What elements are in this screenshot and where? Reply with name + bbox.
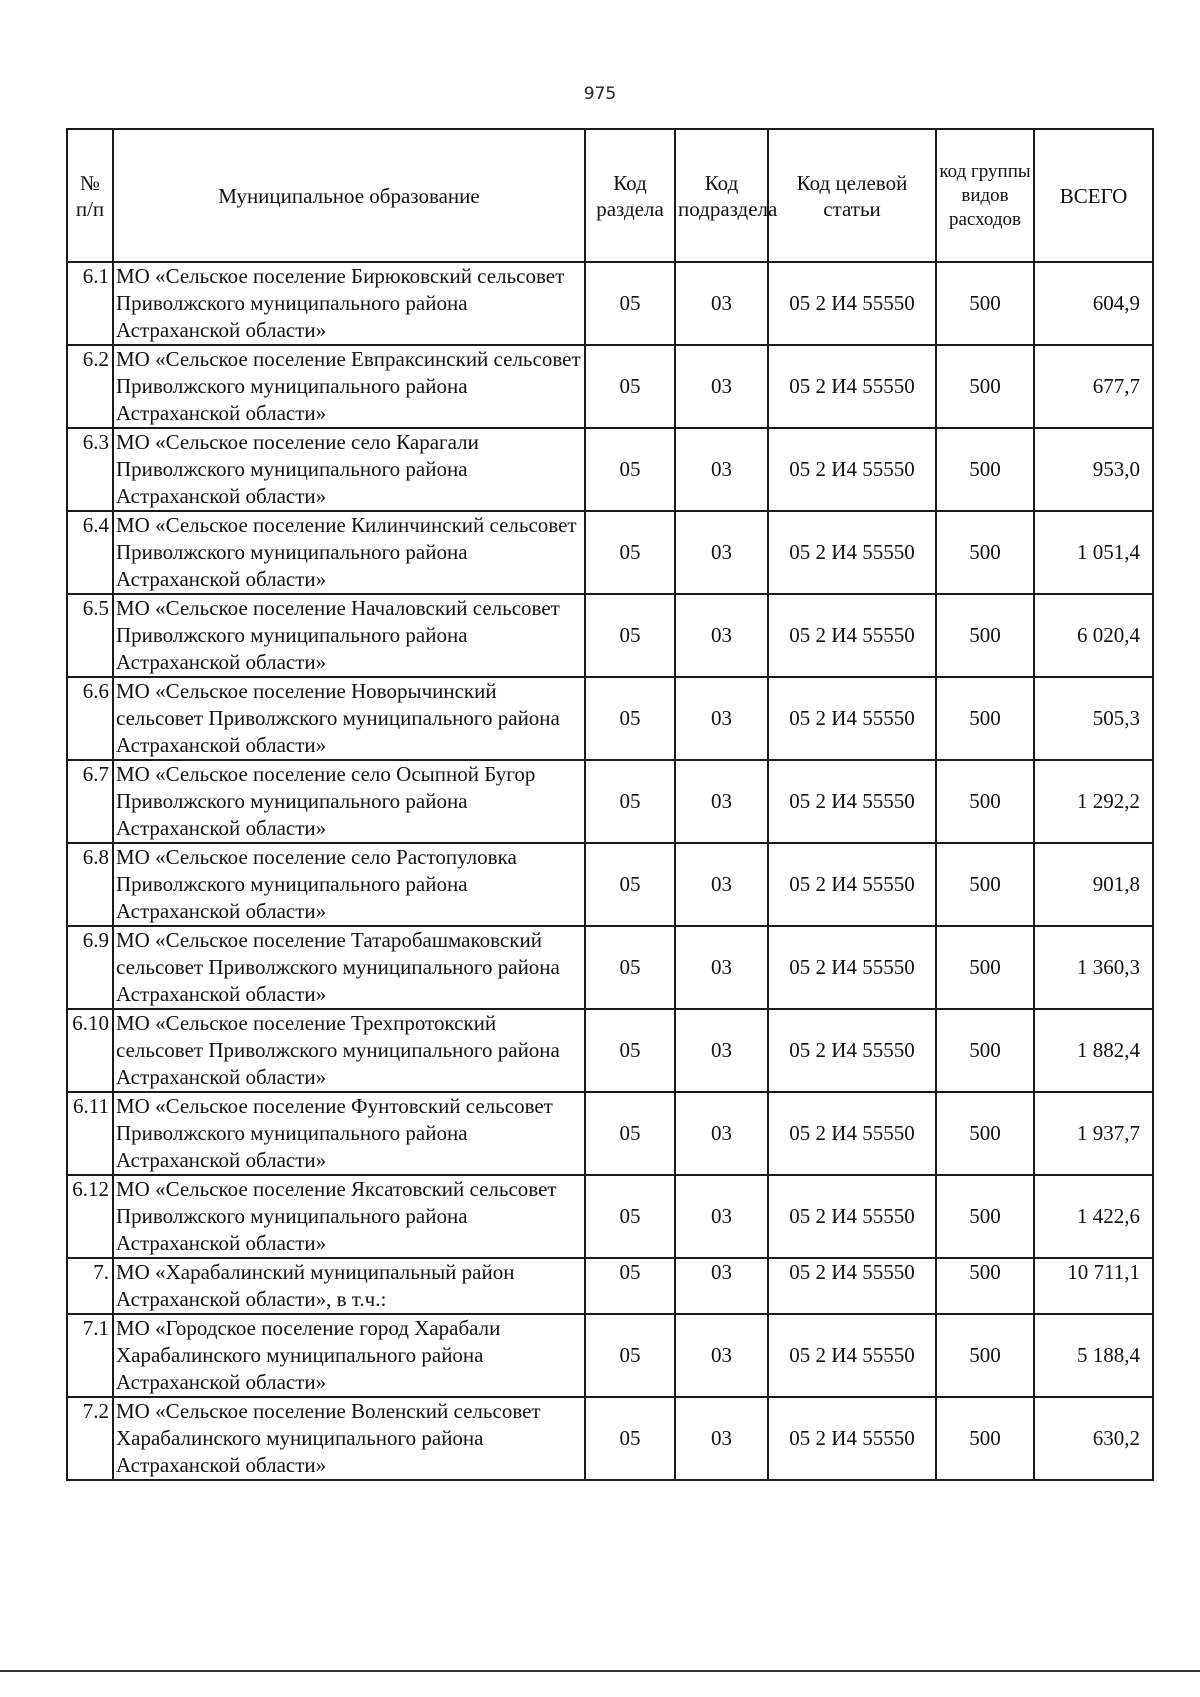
row-total: 1 937,7 [1034,1092,1153,1175]
row-name: МО «Сельское поселение Трехпротокский сельсовет Приволжского муниципального района Астраханской области» [113,1009,585,1092]
header-row [67,129,1153,262]
row-target: 05 2 И4 55550 [768,1314,936,1397]
row-subsection: 03 [675,428,768,511]
row-subsection: 03 [675,760,768,843]
row-name: МО «Сельское поселение Фунтовский сельсовет Приволжского муниципального района Астраханской области» [113,1092,585,1175]
row-group: 500 [936,511,1034,594]
row-target: 05 2 И4 55550 [768,843,936,926]
row-total: 1 882,4 [1034,1009,1153,1092]
row-total: 1 292,2 [1034,760,1153,843]
row-target: 05 2 И4 55550 [768,1009,936,1092]
row-num: 6.6 [67,677,113,760]
row-name: МО «Городское поселение город Харабали Харабалинского муниципального района Астраханской области» [113,1314,585,1397]
row-num: 6.9 [67,926,113,1009]
row-name: МО «Сельское поселение Началовский сельсовет Приволжского муниципального района Астраханской области» [113,594,585,677]
row-group: 500 [936,262,1034,345]
row-total: 953,0 [1034,428,1153,511]
row-name: МО «Сельское поселение село Растопуловка Приволжского муниципального района Астраханской области» [113,843,585,926]
row-num: 7.1 [67,1314,113,1397]
row-target: 05 2 И4 55550 [768,511,936,594]
row-total: 5 188,4 [1034,1314,1153,1397]
row-total: 1 422,6 [1034,1175,1153,1258]
row-name: МО «Харабалинский муниципальный район Астраханской области», в т.ч.: [113,1258,585,1314]
row-section: 05 [585,926,675,1009]
row-total: 1 051,4 [1034,511,1153,594]
table-row [67,1175,1153,1258]
row-name: МО «Сельское поселение Татаробашмаковский сельсовет Приволжского муниципального района Астраханской области» [113,926,585,1009]
row-subsection: 03 [675,1009,768,1092]
row-target: 05 2 И4 55550 [768,345,936,428]
row-section: 05 [585,1092,675,1175]
bottom-rule [0,1670,1200,1672]
row-name: МО «Сельское поселение Килинчинский сельсовет Приволжского муниципального района Астраханской области» [113,511,585,594]
row-target: 05 2 И4 55550 [768,760,936,843]
row-target: 05 2 И4 55550 [768,594,936,677]
row-target: 05 2 И4 55550 [768,1258,936,1314]
row-group: 500 [936,760,1034,843]
row-section: 05 [585,511,675,594]
table-row [67,843,1153,926]
row-group: 500 [936,677,1034,760]
row-target: 05 2 И4 55550 [768,262,936,345]
row-num: 6.8 [67,843,113,926]
row-target: 05 2 И4 55550 [768,1092,936,1175]
header-num: № п/п [67,129,113,262]
row-section: 05 [585,1175,675,1258]
row-section: 05 [585,1258,675,1314]
row-target: 05 2 И4 55550 [768,926,936,1009]
budget-table [66,128,1154,1481]
row-section: 05 [585,1314,675,1397]
row-subsection: 03 [675,262,768,345]
row-num: 6.7 [67,760,113,843]
row-group: 500 [936,594,1034,677]
row-subsection: 03 [675,1397,768,1480]
header-target: Код целевой статьи [768,129,936,262]
row-group: 500 [936,843,1034,926]
table-row [67,1314,1153,1397]
row-group: 500 [936,1258,1034,1314]
header-section: Код раздела [585,129,675,262]
table-row [67,1009,1153,1092]
table-row [67,926,1153,1009]
row-total: 677,7 [1034,345,1153,428]
header-subsection: Код подраздела [675,129,768,262]
row-num: 6.10 [67,1009,113,1092]
row-num: 6.11 [67,1092,113,1175]
row-total: 630,2 [1034,1397,1153,1480]
row-subsection: 03 [675,1092,768,1175]
row-target: 05 2 И4 55550 [768,677,936,760]
row-num: 6.3 [67,428,113,511]
row-subsection: 03 [675,1258,768,1314]
row-name: МО «Сельское поселение Яксатовский сельсовет Приволжского муниципального района Астраханской области» [113,1175,585,1258]
row-total: 604,9 [1034,262,1153,345]
row-subsection: 03 [675,511,768,594]
row-section: 05 [585,760,675,843]
row-num: 6.4 [67,511,113,594]
row-group: 500 [936,926,1034,1009]
row-subsection: 03 [675,926,768,1009]
table-row [67,677,1153,760]
row-total: 10 711,1 [1034,1258,1153,1314]
row-section: 05 [585,843,675,926]
row-target: 05 2 И4 55550 [768,428,936,511]
row-subsection: 03 [675,1175,768,1258]
row-subsection: 03 [675,843,768,926]
row-num: 7.2 [67,1397,113,1480]
row-subsection: 03 [675,1314,768,1397]
row-num: 6.5 [67,594,113,677]
row-section: 05 [585,262,675,345]
row-subsection: 03 [675,594,768,677]
row-num: 6.12 [67,1175,113,1258]
row-group: 500 [936,1314,1034,1397]
row-group: 500 [936,1009,1034,1092]
row-group: 500 [936,428,1034,511]
row-section: 05 [585,1397,675,1480]
row-group: 500 [936,1175,1034,1258]
table-row [67,1397,1153,1480]
header-expense-group: код группы видов расходов [936,129,1034,262]
table-row [67,594,1153,677]
table-row [67,428,1153,511]
row-subsection: 03 [675,345,768,428]
row-total: 6 020,4 [1034,594,1153,677]
row-subsection: 03 [675,677,768,760]
row-name: МО «Сельское поселение Новорычинский сельсовет Приволжского муниципального района Астраханской области» [113,677,585,760]
table-row-subtotal [67,1258,1153,1314]
row-group: 500 [936,1092,1034,1175]
header-name: Муниципальное образование [113,129,585,262]
row-total: 901,8 [1034,843,1153,926]
row-name: МО «Сельское поселение Воленский сельсовет Харабалинского муниципального района Астраханской области» [113,1397,585,1480]
row-target: 05 2 И4 55550 [768,1175,936,1258]
row-section: 05 [585,345,675,428]
row-name: МО «Сельское поселение Бирюковский сельсовет Приволжского муниципального района Астраханской области» [113,262,585,345]
row-target: 05 2 И4 55550 [768,1397,936,1480]
row-section: 05 [585,677,675,760]
row-num: 7. [67,1258,113,1314]
row-num: 6.2 [67,345,113,428]
table-row [67,262,1153,345]
table-row [67,1092,1153,1175]
row-name: МО «Сельское поселение Евпраксинский сельсовет Приволжского муниципального района Астраханской области» [113,345,585,428]
row-group: 500 [936,1397,1034,1480]
row-total: 505,3 [1034,677,1153,760]
page-number: 975 [583,84,617,104]
row-name: МО «Сельское поселение село Осыпной Бугор Приволжского муниципального района Астраханской области» [113,760,585,843]
row-section: 05 [585,594,675,677]
row-total: 1 360,3 [1034,926,1153,1009]
table-row [67,760,1153,843]
row-section: 05 [585,1009,675,1092]
row-section: 05 [585,428,675,511]
header-total: ВСЕГО [1034,129,1153,262]
row-group: 500 [936,345,1034,428]
table-row [67,511,1153,594]
table-row [67,345,1153,428]
row-num: 6.1 [67,262,113,345]
row-name: МО «Сельское поселение село Карагали Приволжского муниципального района Астраханской области» [113,428,585,511]
